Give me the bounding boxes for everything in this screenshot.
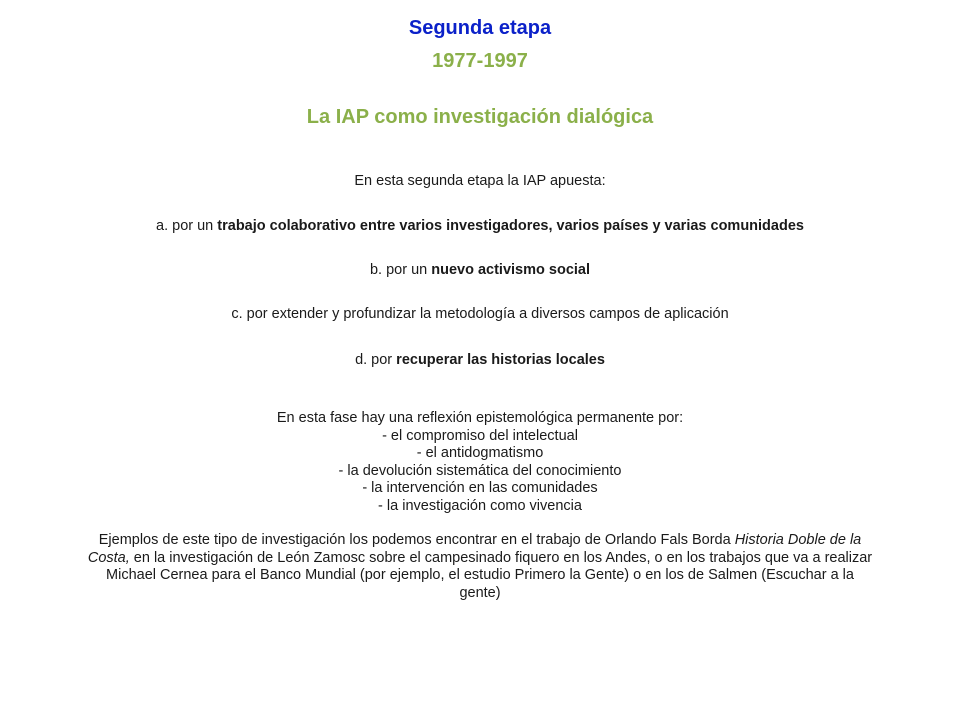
reflection-point: - la intervención en las comunidades [362,480,598,496]
list-item-d-prefix: d. por [355,352,397,368]
list-item-a-emphasis: trabajo colaborativo entre varios investigadores, varios países y varias comunidades [217,218,804,234]
stage-years: 1977-1997 [432,50,528,72]
reflection-point: - el compromiso del intelectual [382,427,578,444]
examples-paragraph [85,532,875,602]
list-item-b [0,262,960,278]
list-item-d [0,352,960,368]
list-item-a [0,218,960,234]
reflection-point: - la devolución sistemática del conocimiento [338,462,622,479]
examples-part-1: Ejemplos de este tipo de investigación los podemos encontrar en el trabajo de Orlando Fals Borda [98,532,735,548]
list-item-d-emphasis: recuperar las historias locales [396,352,605,368]
list-item-a-prefix: a. por un [156,218,218,234]
examples-book-title: Historia Doble de la Costa, [87,532,862,566]
list-item-c-prefix: c. por extender y profundizar la metodología a diversos campos de aplicación [231,306,729,322]
reflection-heading: En esta fase hay una reflexión epistemológica permanente por: [276,410,684,426]
examples-part-2: en la investigación de León Zamosc sobre el campesinado fiquero en los Andes, o en los trabajos que va a realizar Michael Cernea para el Banco Mundial (por ejemplo, el estudio Primero la Gente) o en los de Salmen (Escuchar a la gente) [106,549,873,601]
list-item-c [0,306,960,322]
stage-subtitle: La IAP como investigación dialógica [306,106,654,128]
reflection-point: - el antidogmatismo [416,445,544,461]
list-item-b-prefix: b. por un [369,262,432,278]
intro-text: En esta segunda etapa la IAP apuesta: [354,173,606,189]
reflection-point: - la investigación como vivencia [378,497,582,514]
stage-title: Segunda etapa [408,17,552,39]
list-item-b-emphasis: nuevo activismo social [431,262,591,278]
reflection-block [0,410,960,515]
